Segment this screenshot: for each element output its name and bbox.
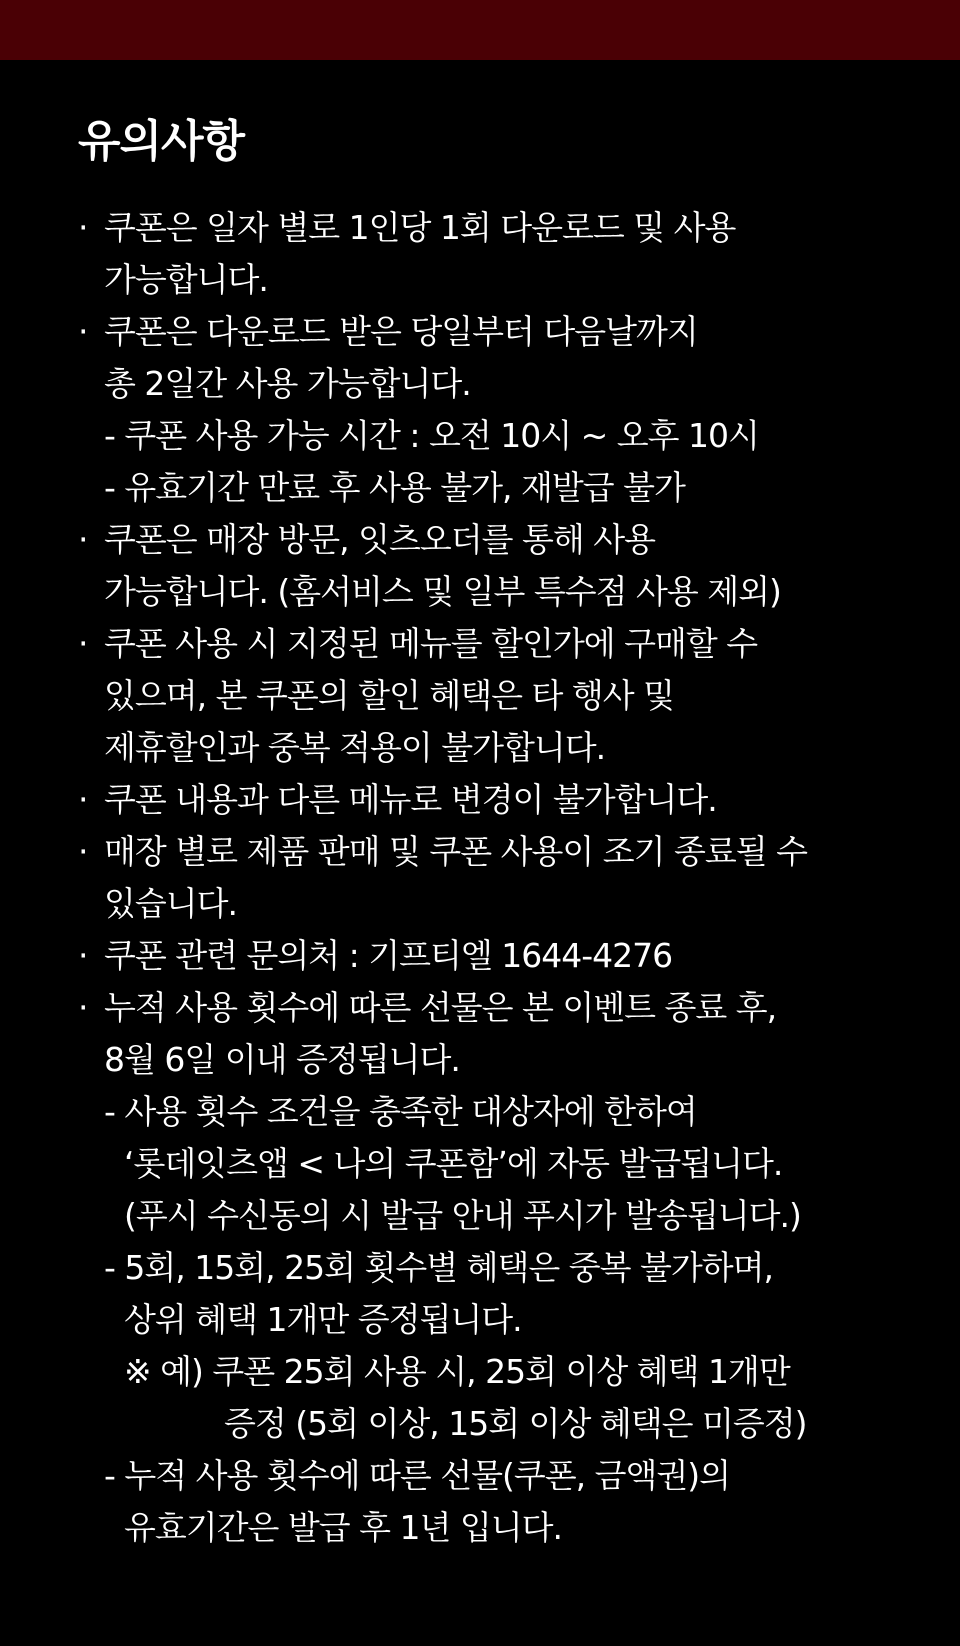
notice-line: 쿠폰은 다운로드 받은 당일부터 다음날까지 xyxy=(104,312,698,351)
notice-title: 유의사항 xyxy=(78,116,245,167)
notice-item-3 xyxy=(78,514,938,618)
bullet-icon: · xyxy=(78,832,88,871)
notice-line: 있습니다. xyxy=(104,884,238,923)
notice-subline: 상위 혜택 1개만 증정됩니다. xyxy=(124,1300,522,1339)
notice-subline: 유효기간은 발급 후 1년 입니다. xyxy=(124,1508,562,1547)
bullet-icon: · xyxy=(78,624,88,663)
bullet-icon: · xyxy=(78,936,88,975)
notice-line: 쿠폰 사용 시 지정된 메뉴를 할인가에 구매할 수 xyxy=(104,624,758,663)
notice-line: 가능합니다. xyxy=(104,260,268,299)
notice-item-5 xyxy=(78,774,938,826)
bullet-icon: · xyxy=(78,208,88,247)
notice-subline: - 유효기간 만료 후 사용 불가, 재발급 불가 xyxy=(104,468,685,507)
notice-line: 누적 사용 횟수에 따른 선물은 본 이벤트 종료 후, xyxy=(104,988,777,1027)
notice-section xyxy=(78,110,938,1554)
notice-line: 있으며, 본 쿠폰의 할인 혜택은 타 행사 및 xyxy=(104,676,674,715)
notice-line: 쿠폰은 일자 별로 1인당 1회 다운로드 및 사용 xyxy=(104,208,736,247)
notice-example-line: ※ 예) 쿠폰 25회 사용 시, 25회 이상 혜택 1개만 xyxy=(124,1352,790,1391)
bullet-icon: · xyxy=(78,780,88,819)
notice-item-6 xyxy=(78,826,938,930)
notice-example-line: 증정 (5회 이상, 15회 이상 혜택은 미증정) xyxy=(224,1404,807,1443)
notice-subline: (푸시 수신동의 시 발급 안내 푸시가 발송됩니다.) xyxy=(124,1196,801,1235)
notice-item-7 xyxy=(78,930,938,982)
notice-subline: - 쿠폰 사용 가능 시간 : 오전 10시 ~ 오후 10시 xyxy=(104,416,759,455)
notice-line: 쿠폰 관련 문의처 : 기프티엘 1644-4276 xyxy=(104,936,673,975)
notice-subline: - 5회, 15회, 25회 횟수별 혜택은 중복 불가하며, xyxy=(104,1248,773,1287)
notice-line: 가능합니다. (홈서비스 및 일부 특수점 사용 제외) xyxy=(104,572,781,611)
notice-line: 총 2일간 사용 가능합니다. xyxy=(104,364,471,403)
notice-subline: ‘롯데잇츠앱 < 나의 쿠폰함’에 자동 발급됩니다. xyxy=(124,1144,783,1183)
notice-line: 8월 6일 이내 증정됩니다. xyxy=(104,1040,460,1079)
notice-line: 쿠폰 내용과 다른 메뉴로 변경이 불가합니다. xyxy=(104,780,717,819)
notice-item-1 xyxy=(78,202,938,306)
notice-item-2 xyxy=(78,306,938,514)
notice-line: 제휴할인과 중복 적용이 불가합니다. xyxy=(104,728,606,767)
bullet-icon: · xyxy=(78,520,88,559)
notice-subline: - 사용 횟수 조건을 충족한 대상자에 한하여 xyxy=(104,1092,697,1131)
notice-line: 매장 별로 제품 판매 및 쿠폰 사용이 조기 종료될 수 xyxy=(104,832,807,871)
notice-list xyxy=(78,202,938,1554)
bullet-icon: · xyxy=(78,312,88,351)
bullet-icon: · xyxy=(78,988,88,1027)
notice-subline: - 누적 사용 횟수에 따른 선물(쿠폰, 금액권)의 xyxy=(104,1456,731,1495)
notice-line: 쿠폰은 매장 방문, 잇츠오더를 통해 사용 xyxy=(104,520,655,559)
notice-item-8 xyxy=(78,982,938,1554)
top-bar xyxy=(0,0,960,60)
notice-item-4 xyxy=(78,618,938,774)
